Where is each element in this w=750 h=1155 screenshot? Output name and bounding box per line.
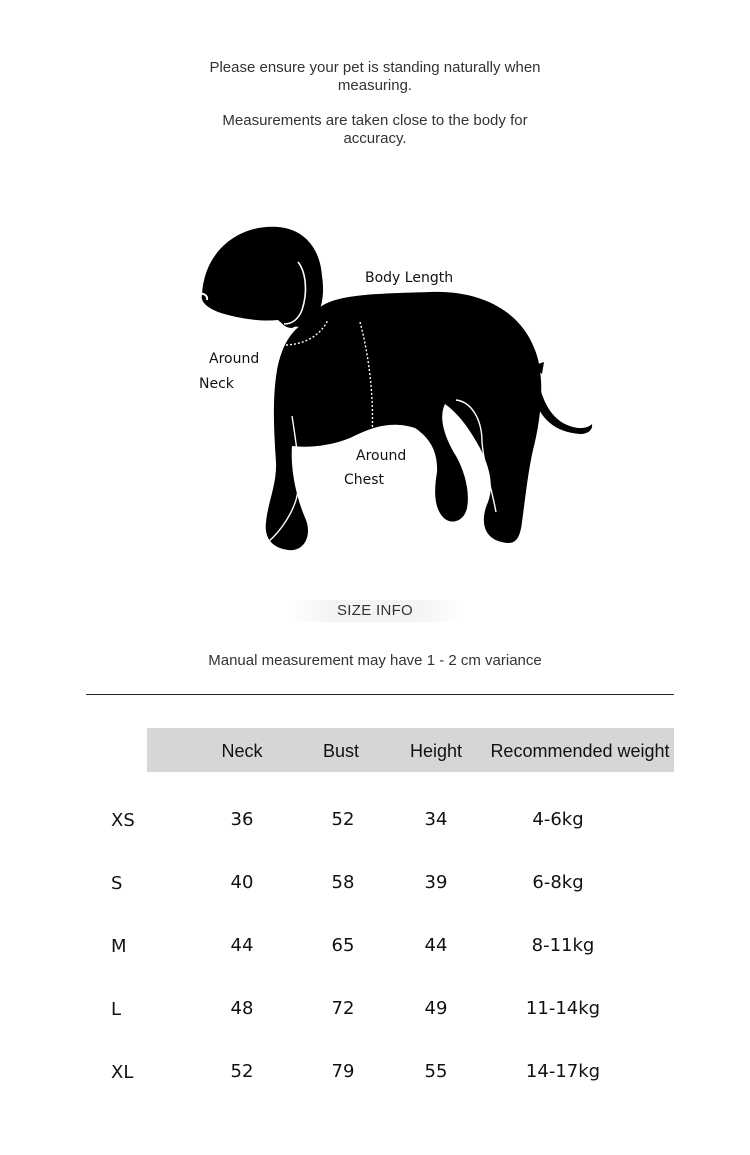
weight-m: 8-11kg — [531, 935, 595, 956]
height-m: 44 — [424, 935, 448, 956]
height-s: 39 — [424, 872, 448, 893]
divider — [86, 694, 674, 695]
height-xs: 34 — [424, 809, 448, 830]
bust-xl: 79 — [331, 1061, 355, 1082]
weight-s: 6-8kg — [532, 872, 584, 893]
size-label-l: L — [111, 999, 122, 1020]
size-label-xl: XL — [111, 1062, 134, 1083]
bust-m: 65 — [331, 935, 355, 956]
weight-xl: 14-17kg — [525, 1061, 601, 1082]
bust-l: 72 — [331, 998, 355, 1019]
neck-xl: 52 — [230, 1061, 254, 1082]
neck-s: 40 — [230, 872, 254, 893]
around-neck-label-line1: Around — [209, 351, 260, 367]
bust-xs: 52 — [331, 809, 355, 830]
height-l: 49 — [424, 998, 448, 1019]
header-height: Height — [409, 741, 463, 761]
bust-s: 58 — [331, 872, 355, 893]
variance-note: Manual measurement may have 1 - 2 cm variance — [208, 652, 542, 669]
dog-silhouette — [180, 210, 620, 570]
header-bust: Bust — [322, 741, 360, 761]
size-label-s: S — [111, 873, 123, 894]
weight-l: 11-14kg — [525, 998, 601, 1019]
around-chest-label-line1: Around — [356, 448, 407, 464]
dog-measurement-diagram — [180, 210, 620, 570]
weight-xs: 4-6kg — [532, 809, 584, 830]
size-info-title: SIZE INFO — [288, 600, 462, 622]
intro-text-standing: Please ensure your pet is standing naturally when measuring. — [209, 59, 541, 94]
around-chest-label-line2: Chest — [344, 472, 385, 488]
neck-xs: 36 — [230, 809, 254, 830]
height-xl: 55 — [424, 1061, 448, 1082]
size-label-m: M — [111, 936, 127, 957]
intro-text-accuracy: Measurements are taken close to the body for accuracy. — [222, 112, 528, 147]
around-neck-label-line2: Neck — [199, 376, 234, 392]
size-label-xs: XS — [111, 810, 135, 831]
header-recommended-weight: Recommended weight — [490, 741, 670, 761]
body-length-label: Body Length — [365, 270, 454, 286]
neck-l: 48 — [230, 998, 254, 1019]
header-neck: Neck — [221, 741, 263, 761]
neck-m: 44 — [230, 935, 254, 956]
